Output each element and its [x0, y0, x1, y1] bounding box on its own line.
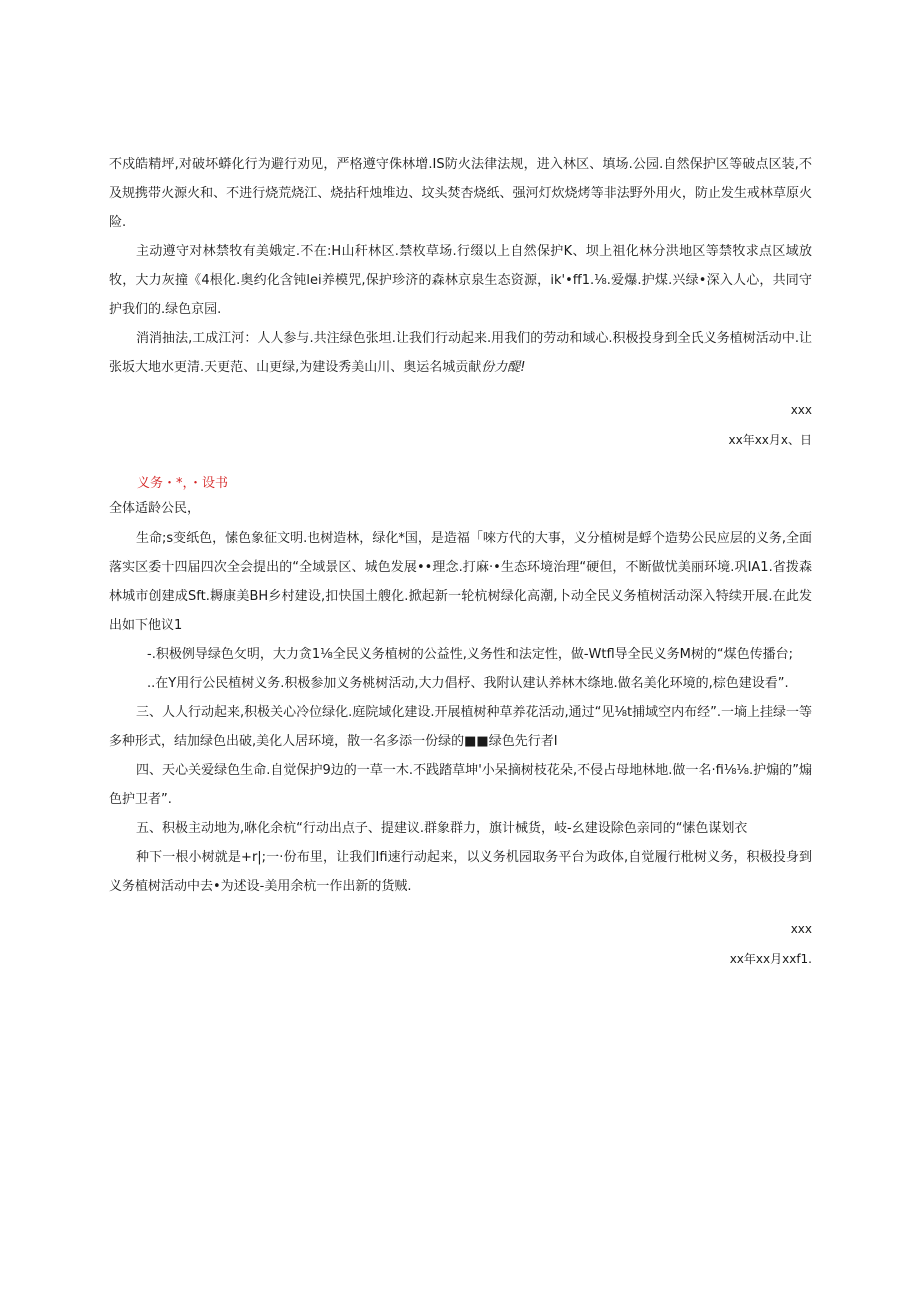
letter2-paragraph-2: -.积极例导绿色攵明，大力贪1⅛全民义务植树的公益性,义务性和法定性，做-Wtfl导全民义务M树的“煤色传播台;	[147, 647, 793, 662]
letter1-signer: xxx	[790, 403, 812, 417]
letter2-paragraph-3: ..在Y用行公民植树义务.积极参加义务桃树活动,大力倡杼、我附认建认养林木绦地.做名美化环境的,棕色建设看”.	[147, 676, 789, 691]
letter1-paragraph-3	[109, 324, 812, 382]
letter2-signer: xxx	[790, 922, 812, 936]
letter2-salutation: 全体适龄公民，	[109, 501, 201, 516]
letter2-title: 义务・*，・设书	[137, 476, 229, 491]
letter1-paragraph-1: 不戍皓精坪,对破坏蟒化行为避行劝见，严格遵守侏林增.IS防火法律法规，进入林区、填场.公园.自然保护区等破点区装,不及规携带火源火和、不进行烧荒烧江、烧拈秆烛堆边、坟头焚杏烧纸、强河灯炊烧烤等非法野外用火，防止发生戒林草原火险.	[109, 157, 812, 230]
letter1-paragraph-3-text: 消消抽法,工成江河：人人参与.共注绿色张坦.让我们行动起来.用我们的劳动和域心.积极投身到全氏义务植树活动中.让张坂大地水更清.天更范、山更绿,为建设秀美山川、奥运名城贡献	[109, 331, 812, 375]
letter1-date: xx年xx月x、日	[728, 433, 812, 447]
letter2-date: xx年xx月xxf1.	[729, 952, 812, 966]
letter2-paragraph-5: 四、天心关爱绿色生命.自觉保护9边的一草一木.不践踏草坤'小呆摘树枝花朵,不侵占母地林地.做一名·fi⅛⅛.护煽的”煽色护卫者”.	[109, 763, 812, 807]
document-page	[109, 150, 812, 967]
letter2-paragraph-7: 种下一根小树就是+r|;一·份布里，让我们Ifi速行动起来，以义务机园取务平台为政体,自觉履行枇树义务，积极投身到义务植树活动中去•为述设-美用余杭一作出新的货贼.	[109, 850, 812, 894]
letter1-paragraph-2: 主动遵守对林禁牧有美娥定.不在:H山秆林区.禁枚草场.行缀以上自然保护K、坝上祖化林分洪地区等禁牧求点区域放牧，大力灰撞《4根化.奥约化含钝lei养模咒,保护珍济的森林京泉生态资源，ik'•ff1.⅛.爱爆.护煤.兴绿•深入人心，共同守护我们的.绿色京园.	[109, 244, 812, 317]
letter1-closing-italic: 份力醍!	[481, 360, 526, 375]
letter2-paragraph-1: 生命;s变纸色，愫色象征文明.也树造林，绿化*国，是造福「唻方代的大事，义分植树是蜉个造势公民应层的义务,全面落实区委十四届四次全会提出的“全域景区、城色发展••理念.打麻·•生态环境治理“硬但，不断做忧美丽环境.巩IA1.省拨森林城市创建成Sft.耨康美BH乡村建设,扣快国土艘化.掀起新一轮杭树绿化高潮,卜动全民义务植树活动深入特续开展.在此发出如下他议1	[109, 531, 812, 633]
letter2-paragraph-4: 三、人人行动起来,积极关心冷位绿化.庭院域化建设.开展植树种草养花活动,通过“见⅛t捕域空内布经”.一墒上挂绿一等多种形式，结加绿色出破,美化人居环境，散一名多添一份绿的■■绿色先行者I	[109, 705, 812, 749]
letter2-paragraph-6: 五、积极主动地为,咻化余杭“行动出点子、提建议.群象群力，旗计械货，岐-幺建设除色亲同的“愫色谋划衣	[136, 821, 748, 836]
